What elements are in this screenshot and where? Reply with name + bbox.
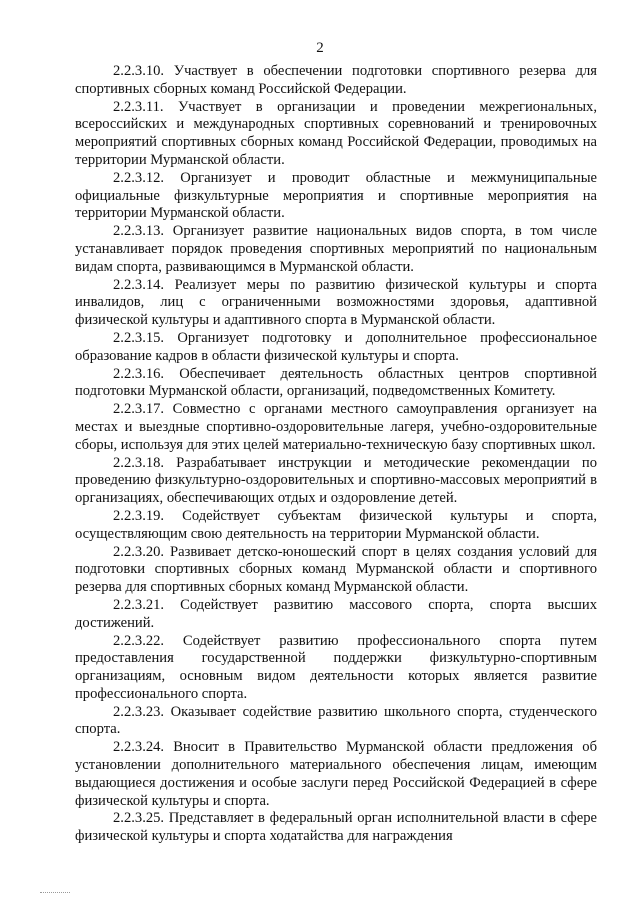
paragraph-2-2-3-16: 2.2.3.16. Обеспечивает деятельность областных центров спортивной подготовки Мурманской области, организаций, подведомственных Комитету. [75, 365, 597, 400]
paragraph-2-2-3-17: 2.2.3.17. Совместно с органами местного самоуправления организует на местах и выездные спортивно-оздоровительные лагеря, учебно-оздоровительные сборы, используя для этих целей материально-техническую базу спортивных школ. [75, 401, 597, 453]
paragraph-2-2-3-15: 2.2.3.15. Организует подготовку и дополнительное профессиональное образование кадров в области физической культуры и спорта. [75, 329, 597, 364]
paragraph-2-2-3-18: 2.2.3.18. Разрабатывает инструкции и методические рекомендации по проведению физкультурно-оздоровительных и спортивно-массовых мероприятий в организациях, обеспечивающих отдых и оздоровление детей. [75, 454, 597, 507]
paragraph-2-2-3-20: 2.2.3.20. Развивает детско-юношеский спорт в целях создания условий для подготовки спортивных сборных команд Мурманской области и спортивного резерва для спортивных сборных команд Мурманской области. [75, 543, 597, 596]
paragraph-2-2-3-19: 2.2.3.19. Содействует субъектам физической культуры и спорта, осуществляющим свою деятельность на территории Мурманской области. [75, 507, 597, 542]
paragraph-2-2-3-14: 2.2.3.14. Реализует меры по развитию физической культуры и спорта инвалидов, лиц с ограниченными возможностями здоровья, адаптивной физической культуры и адаптивного спорта в Мурманской области. [75, 276, 597, 329]
paragraph-2-2-3-22: 2.2.3.22. Содействует развитию профессионального спорта путем предоставления государственной поддержки физкультурно-спортивным организациям, основным видом деятельности которых является развитие профессионального спорта. [75, 632, 597, 702]
paragraph-2-2-3-13: 2.2.3.13. Организует развитие национальных видов спорта, в том числе устанавливает порядок проведения спортивных мероприятий по национальным видам спорта, развивающимся в Мурманской области. [75, 223, 597, 275]
paragraph-2-2-3-24: 2.2.3.24. Вносит в Правительство Мурманской области предложения об установлении дополнительного материального обеспечения лицам, имеющим выдающиеся достижения и особые заслуги перед Российской Федерацией в сфере физической культуры и спорта. [75, 739, 597, 809]
paragraph-2-2-3-23: 2.2.3.23. Оказывает содействие развитию школьного спорта, студенческого спорта. [75, 703, 597, 738]
paragraph-2-2-3-21: 2.2.3.21. Содействует развитию массового спорта, спорта высших достижений. [75, 596, 597, 631]
scan-mark [4, 787, 7, 790]
paragraph-2-2-3-10: 2.2.3.10. Участвует в обеспечении подготовки спортивного резерва для спортивных сборных команд Российской Федерации. [75, 63, 597, 97]
paragraph-2-2-3-11: 2.2.3.11. Участвует в организации и проведении межрегиональных, всероссийских и международных спортивных соревнований и тренировочных мероприятий спортивных сборных команд Российской Федерации, проводимых на территории Мурманской области. [75, 98, 597, 168]
scan-dots [40, 892, 70, 897]
paragraph-2-2-3-25: 2.2.3.25. Представляет в федеральный орган исполнительной власти в сфере физической культуры и спорта ходатайства для награждения [75, 810, 597, 845]
document-body [75, 63, 597, 846]
page-number: 2 [316, 40, 324, 56]
paragraph-2-2-3-12: 2.2.3.12. Организует и проводит областные и межмуниципальные официальные физкультурные мероприятия и спортивные мероприятия на территории Мурманской области. [75, 169, 597, 222]
